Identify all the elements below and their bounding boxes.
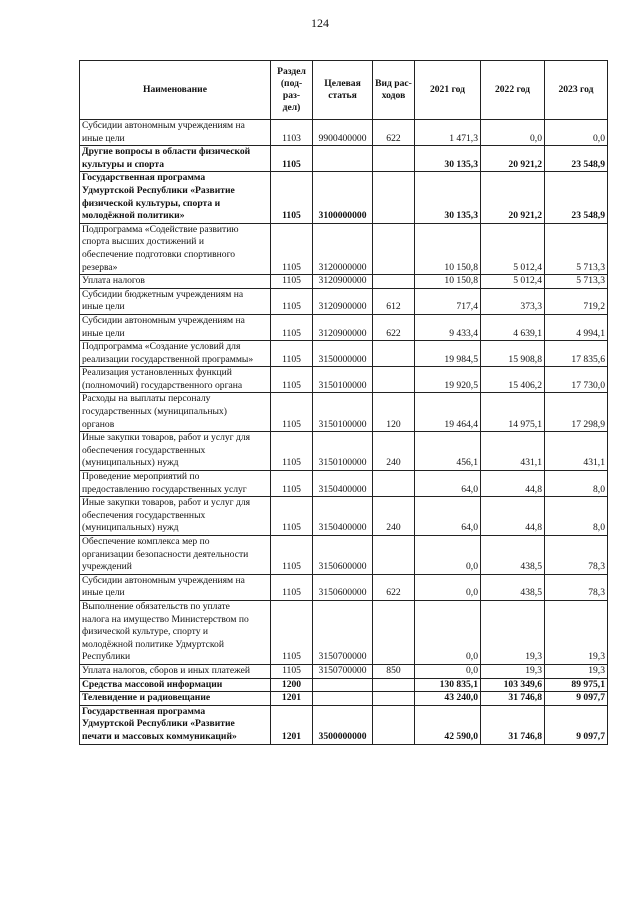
row-value-2023: 5 713,3 <box>545 223 608 274</box>
row-name-line: Удмуртской Республики «Развитие <box>82 718 235 730</box>
row-section: 1200 <box>271 678 313 692</box>
row-expense-type <box>373 692 415 706</box>
row-name-line: печати и массовых коммуникаций» <box>82 730 237 742</box>
row-value-2022: 4 639,1 <box>481 314 545 340</box>
row-target: 3150000000 <box>313 341 373 367</box>
table-row <box>80 664 608 678</box>
row-section: 1201 <box>271 692 313 706</box>
table-row <box>80 705 608 744</box>
row-name <box>80 692 271 706</box>
row-value-2022: 373,3 <box>481 288 545 314</box>
row-expense-type <box>373 223 415 274</box>
row-value-2021: 42 590,0 <box>415 705 481 744</box>
row-name-line: иные цели <box>82 327 125 339</box>
table-row <box>80 146 608 172</box>
row-section: 1105 <box>271 536 313 575</box>
row-target: 3150100000 <box>313 367 373 393</box>
row-value-2021: 30 135,3 <box>415 146 481 172</box>
row-name-line: молодёжной политике Удмуртской <box>82 638 224 650</box>
row-name-line: предоставлению государственных услуг <box>82 483 247 495</box>
row-section: 1201 <box>271 705 313 744</box>
row-name <box>80 705 271 744</box>
row-section: 1105 <box>271 393 313 432</box>
table-row <box>80 536 608 575</box>
row-name-line: (полномочий) государственного органа <box>82 379 243 391</box>
row-value-2021: 0,0 <box>415 574 481 600</box>
header-2021-text: 2021 год <box>429 84 466 95</box>
row-value-2021: 456,1 <box>415 432 481 471</box>
row-value-2023: 0,0 <box>545 120 608 146</box>
table-row <box>80 172 608 223</box>
row-name-line: Удмуртской Республики «Развитие <box>82 184 235 196</box>
table-row <box>80 432 608 471</box>
row-target <box>313 146 373 172</box>
table-row <box>80 497 608 536</box>
header-name-text: Наименование <box>143 84 207 95</box>
row-name <box>80 600 271 664</box>
table-row <box>80 314 608 340</box>
row-value-2023: 23 548,9 <box>545 146 608 172</box>
header-section <box>271 61 313 120</box>
row-name-line: Иные закупки товаров, работ и услуг для <box>82 497 251 509</box>
row-expense-type: 622 <box>373 314 415 340</box>
row-name-line: Иные закупки товаров, работ и услуг для <box>82 432 251 444</box>
row-name-line: обеспечения государственных <box>82 509 206 521</box>
row-value-2022: 31 746,8 <box>481 705 545 744</box>
row-name-line: иные цели <box>82 132 125 144</box>
row-value-2023: 9 097,7 <box>545 692 608 706</box>
row-value-2022: 0,0 <box>481 120 545 146</box>
row-value-2021: 0,0 <box>415 536 481 575</box>
row-name-line: Подпрограмма «Содействие развитию <box>82 223 239 235</box>
table-row <box>80 393 608 432</box>
row-value-2022: 5 012,4 <box>481 275 545 289</box>
row-name <box>80 314 271 340</box>
header-section-line: (под- <box>280 78 303 89</box>
row-expense-type: 120 <box>373 393 415 432</box>
row-value-2021: 64,0 <box>415 471 481 497</box>
row-value-2021: 19 984,5 <box>415 341 481 367</box>
row-expense-type: 622 <box>373 574 415 600</box>
row-value-2022: 44,8 <box>481 471 545 497</box>
header-expense-line: Вид рас- <box>375 78 412 89</box>
row-name <box>80 341 271 367</box>
header-section-line: раз- <box>282 90 301 101</box>
table-row <box>80 367 608 393</box>
row-name <box>80 275 271 289</box>
row-expense-type <box>373 146 415 172</box>
header-section-line: Раздел <box>277 66 306 77</box>
row-section: 1105 <box>271 471 313 497</box>
row-target: 3120900000 <box>313 314 373 340</box>
row-name-line: молодёжной политики» <box>82 210 185 222</box>
row-name-line: обеспечения государственных <box>82 444 206 456</box>
row-value-2023: 89 975,1 <box>545 678 608 692</box>
row-name-line: культуры и спорта <box>82 158 164 170</box>
row-target: 3100000000 <box>313 172 373 223</box>
row-expense-type <box>373 367 415 393</box>
row-name-line: Уплата налогов <box>82 275 145 287</box>
row-name-line: спорта высших достижений и <box>82 236 204 248</box>
row-name-line: иные цели <box>82 587 125 599</box>
row-expense-type: 240 <box>373 497 415 536</box>
row-value-2022: 5 012,4 <box>481 223 545 274</box>
table-row <box>80 471 608 497</box>
row-value-2022: 15 406,2 <box>481 367 545 393</box>
row-name-line: налога на имущество Министерством по <box>82 613 249 625</box>
row-name <box>80 367 271 393</box>
row-name <box>80 497 271 536</box>
row-name <box>80 574 271 600</box>
row-expense-type <box>373 600 415 664</box>
row-target: 3150400000 <box>313 471 373 497</box>
header-name <box>80 61 271 120</box>
row-target: 3150700000 <box>313 600 373 664</box>
row-value-2023: 8,0 <box>545 471 608 497</box>
table-row <box>80 692 608 706</box>
row-value-2021: 1 471,3 <box>415 120 481 146</box>
row-name-line: органов <box>82 418 115 430</box>
row-value-2022: 20 921,2 <box>481 146 545 172</box>
row-name-line: организации безопасности деятельности <box>82 548 249 560</box>
table-body <box>80 120 608 745</box>
row-value-2021: 43 240,0 <box>415 692 481 706</box>
row-section: 1105 <box>271 664 313 678</box>
row-value-2023: 17 730,0 <box>545 367 608 393</box>
row-value-2022: 438,5 <box>481 536 545 575</box>
header-2023 <box>545 61 608 120</box>
header-target-line: Целевая <box>324 78 361 89</box>
row-value-2022: 44,8 <box>481 497 545 536</box>
row-name-line: Реализация установленных функций <box>82 367 232 379</box>
row-value-2023: 431,1 <box>545 432 608 471</box>
table-row <box>80 341 608 367</box>
header-target <box>313 61 373 120</box>
row-name-line: Субсидии автономным учреждениям на <box>82 314 245 326</box>
header-2021 <box>415 61 481 120</box>
row-name-line: (муниципальных) нужд <box>82 522 179 534</box>
row-section: 1105 <box>271 600 313 664</box>
table-row <box>80 223 608 274</box>
row-value-2023: 17 835,6 <box>545 341 608 367</box>
row-name-line: Государственная программа <box>82 705 206 717</box>
row-value-2021: 0,0 <box>415 664 481 678</box>
row-section: 1105 <box>271 172 313 223</box>
row-name-line: Субсидии автономным учреждениям на <box>82 574 245 586</box>
row-target: 9900400000 <box>313 120 373 146</box>
row-name <box>80 471 271 497</box>
row-value-2023: 4 994,1 <box>545 314 608 340</box>
row-value-2023: 19,3 <box>545 664 608 678</box>
table-row <box>80 288 608 314</box>
row-value-2023: 17 298,9 <box>545 393 608 432</box>
row-name-line: Государственная программа <box>82 172 206 184</box>
row-target <box>313 692 373 706</box>
page-number: 124 <box>311 16 329 30</box>
row-value-2023: 5 713,3 <box>545 275 608 289</box>
row-target <box>313 678 373 692</box>
row-section: 1105 <box>271 497 313 536</box>
row-name <box>80 146 271 172</box>
row-target: 3150700000 <box>313 664 373 678</box>
row-target: 3120900000 <box>313 275 373 289</box>
row-name <box>80 223 271 274</box>
row-name-line: Республики <box>82 651 131 663</box>
row-value-2022: 15 908,8 <box>481 341 545 367</box>
row-name-line: Подпрограмма «Создание условий для <box>82 341 241 353</box>
header-expense-type <box>373 61 415 120</box>
row-name-line: физической культуре, спорту и <box>82 626 209 638</box>
row-name-line: Расходы на выплаты персоналу <box>82 393 211 405</box>
row-target: 3150100000 <box>313 432 373 471</box>
table-row <box>80 275 608 289</box>
table-row <box>80 600 608 664</box>
row-name-line: Выполнение обязательств по уплате <box>82 600 230 612</box>
row-name-line: (муниципальных) нужд <box>82 457 179 469</box>
row-name-line: физической культуры, спорта и <box>82 197 221 209</box>
header-2023-text: 2023 год <box>558 84 594 95</box>
row-value-2021: 19 464,4 <box>415 393 481 432</box>
table-row <box>80 120 608 146</box>
row-target: 3500000000 <box>313 705 373 744</box>
row-name-line: Телевидение и радиовещание <box>82 692 211 704</box>
row-name-line: обеспечение подготовки спортивного <box>82 248 236 260</box>
row-name-line: государственных (муниципальных) <box>82 406 227 418</box>
budget-table <box>79 60 608 745</box>
row-value-2021: 30 135,3 <box>415 172 481 223</box>
row-value-2023: 78,3 <box>545 574 608 600</box>
row-name <box>80 664 271 678</box>
row-expense-type <box>373 275 415 289</box>
row-value-2023: 719,2 <box>545 288 608 314</box>
row-expense-type <box>373 341 415 367</box>
header-section-line: дел) <box>282 102 301 113</box>
row-name <box>80 678 271 692</box>
table-row <box>80 678 608 692</box>
row-value-2022: 20 921,2 <box>481 172 545 223</box>
row-name <box>80 172 271 223</box>
row-expense-type: 612 <box>373 288 415 314</box>
row-name-line: резерва» <box>82 261 118 273</box>
row-value-2021: 9 433,4 <box>415 314 481 340</box>
row-target: 3150600000 <box>313 536 373 575</box>
row-name-line: реализации государственной программы» <box>82 353 254 365</box>
row-value-2023: 9 097,7 <box>545 705 608 744</box>
row-name-line: Обеспечение комплекса мер по <box>82 536 210 547</box>
row-value-2022: 19,3 <box>481 664 545 678</box>
row-section: 1105 <box>271 341 313 367</box>
row-section: 1105 <box>271 314 313 340</box>
row-expense-type <box>373 471 415 497</box>
row-name-line: иные цели <box>82 301 125 313</box>
row-section: 1105 <box>271 223 313 274</box>
row-name <box>80 393 271 432</box>
row-value-2021: 10 150,8 <box>415 223 481 274</box>
header-target-line: статья <box>328 90 357 101</box>
row-name <box>80 120 271 146</box>
header-row <box>80 61 608 120</box>
row-section: 1105 <box>271 275 313 289</box>
row-target: 3120900000 <box>313 288 373 314</box>
row-section: 1103 <box>271 120 313 146</box>
row-value-2021: 130 835,1 <box>415 678 481 692</box>
table-row <box>80 574 608 600</box>
row-value-2023: 23 548,9 <box>545 172 608 223</box>
row-value-2021: 19 920,5 <box>415 367 481 393</box>
row-value-2021: 0,0 <box>415 600 481 664</box>
row-target: 3120000000 <box>313 223 373 274</box>
row-target: 3150100000 <box>313 393 373 432</box>
row-value-2022: 14 975,1 <box>481 393 545 432</box>
row-expense-type <box>373 678 415 692</box>
row-name-line: Субсидии бюджетным учреждениям на <box>82 288 244 300</box>
row-expense-type <box>373 536 415 575</box>
row-value-2022: 19,3 <box>481 600 545 664</box>
row-value-2023: 78,3 <box>545 536 608 575</box>
row-value-2023: 8,0 <box>545 497 608 536</box>
row-expense-type <box>373 172 415 223</box>
row-section: 1105 <box>271 574 313 600</box>
row-value-2021: 10 150,8 <box>415 275 481 289</box>
row-section: 1105 <box>271 146 313 172</box>
row-value-2021: 717,4 <box>415 288 481 314</box>
row-name-line: учреждений <box>82 561 132 573</box>
row-section: 1105 <box>271 432 313 471</box>
row-value-2023: 19,3 <box>545 600 608 664</box>
row-name <box>80 288 271 314</box>
row-expense-type: 240 <box>373 432 415 471</box>
row-value-2022: 438,5 <box>481 574 545 600</box>
row-name-line: Средства массовой информации <box>82 678 223 690</box>
row-section: 1105 <box>271 288 313 314</box>
row-name-line: Субсидии автономным учреждениям на <box>82 120 245 131</box>
row-name-line: Проведение мероприятий по <box>82 471 200 483</box>
row-target: 3150600000 <box>313 574 373 600</box>
row-expense-type: 850 <box>373 664 415 678</box>
row-target: 3150400000 <box>313 497 373 536</box>
header-2022-text: 2022 год <box>494 84 531 95</box>
header-2022 <box>481 61 545 120</box>
row-section: 1105 <box>271 367 313 393</box>
row-value-2022: 431,1 <box>481 432 545 471</box>
row-name-line: Другие вопросы в области физической <box>82 146 251 158</box>
row-value-2022: 31 746,8 <box>481 692 545 706</box>
header-expense-line: ходов <box>381 90 406 101</box>
row-name <box>80 432 271 471</box>
row-name <box>80 536 271 575</box>
row-name-line: Уплата налогов, сборов и иных платежей <box>82 664 251 676</box>
row-value-2021: 64,0 <box>415 497 481 536</box>
row-value-2022: 103 349,6 <box>481 678 545 692</box>
row-expense-type <box>373 705 415 744</box>
row-expense-type: 622 <box>373 120 415 146</box>
